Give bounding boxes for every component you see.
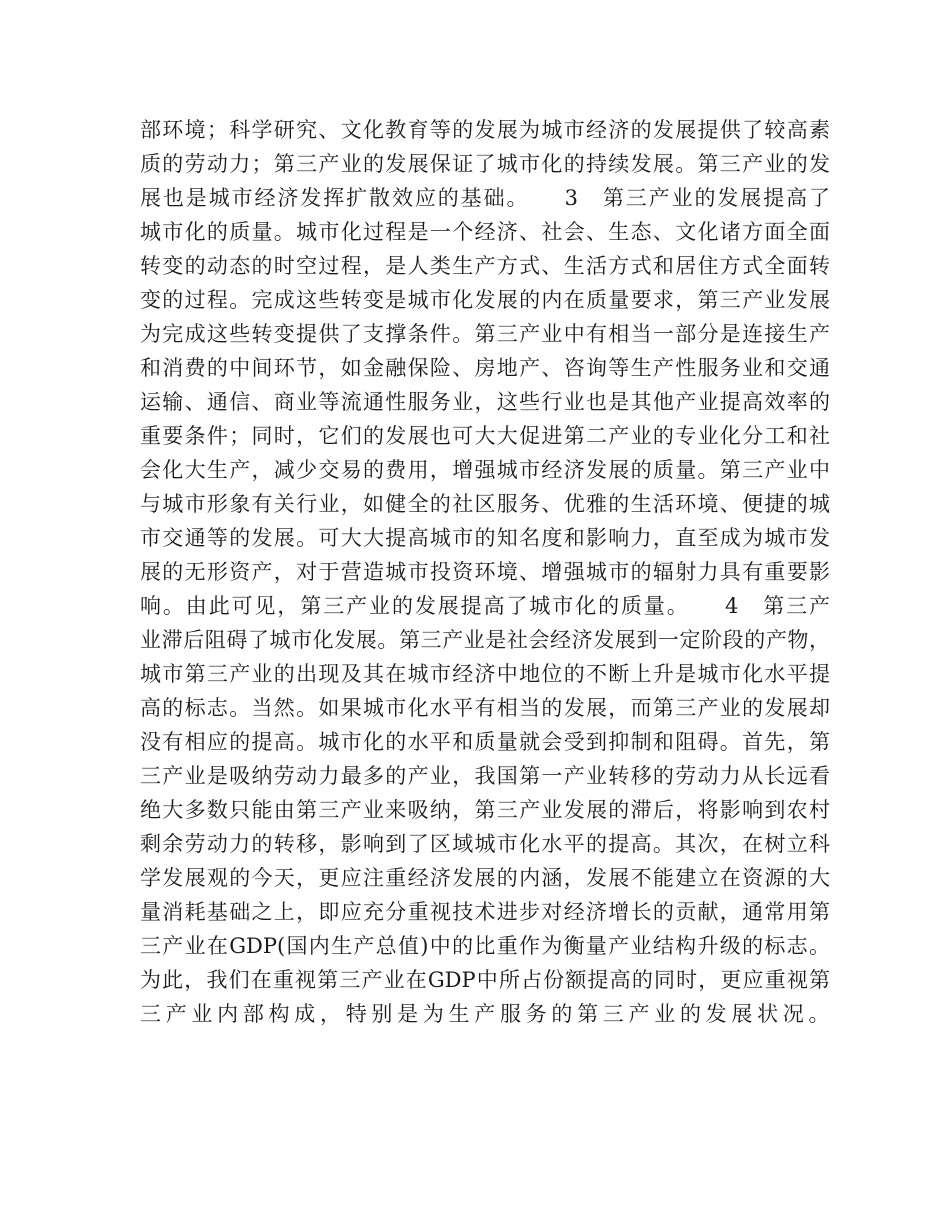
text-line: 剩余劳动力的转移，影响到了区域城市化水平的提高。其次，在树立科 [140,832,830,856]
text-line: 和消费的中间环节，如金融保险、房地产、咨询等生产性服务业和交通 [140,356,830,380]
text-line: 为此，我们在重视第三产业在GDP中所占份额提高的同时，更应重视第 [140,968,830,992]
text-line: 会化大生产，减少交易的费用，增强城市经济发展的质量。第三产业中 [140,458,830,482]
text-line: 三产业内部构成，特别是为生产服务的第三产业的发展状况。 [140,1002,830,1026]
text-line: 转变的动态的时空过程，是人类生产方式、生活方式和居住方式全面转 [140,254,830,278]
text-line: 质的劳动力；第三产业的发展保证了城市化的持续发展。第三产业的发 [140,152,830,176]
text-line: 为完成这些转变提供了支撑条件。第三产业中有相当一部分是连接生产 [140,322,830,346]
text-line: 城市第三产业的出现及其在城市经济中地位的不断上升是城市化水平提 [140,662,830,686]
text-line: 展的无形资产，对于营造城市投资环境、增强城市的辐射力具有重要影 [140,560,830,584]
text-line: 没有相应的提高。城市化的水平和质量就会受到抑制和阻碍。首先，第 [140,730,830,754]
text-line: 展也是城市经济发挥扩散效应的基础。 3 第三产业的发展提高了 [140,186,830,210]
text-line: 部环境；科学研究、文化教育等的发展为城市经济的发展提供了较高素 [140,118,830,142]
text-line: 三产业是吸纳劳动力最多的产业，我国第一产业转移的劳动力从长远看 [140,764,830,788]
text-line: 变的过程。完成这些转变是城市化发展的内在质量要求，第三产业发展 [140,288,830,312]
text-line: 绝大多数只能由第三产业来吸纳，第三产业发展的滞后，将影响到农村 [140,798,830,822]
text-line: 响。由此可见，第三产业的发展提高了城市化的质量。 4 第三产 [140,594,830,618]
text-line: 三产业在GDP(国内生产总值)中的比重作为衡量产业结构升级的标志。 [140,934,830,958]
text-line: 量消耗基础之上，即应充分重视技术进步对经济增长的贡献，通常用第 [140,900,830,924]
text-line: 市交通等的发展。可大大提高城市的知名度和影响力，直至成为城市发 [140,526,830,550]
document-body [140,113,830,1031]
text-line: 高的标志。当然。如果城市化水平有相当的发展，而第三产业的发展却 [140,696,830,720]
text-line: 运输、通信、商业等流通性服务业，这些行业也是其他产业提高效率的 [140,390,830,414]
text-line: 重要条件；同时，它们的发展也可大大促进第二产业的专业化分工和社 [140,424,830,448]
text-line: 城市化的质量。城市化过程是一个经济、社会、生态、文化诸方面全面 [140,220,830,244]
text-line: 学发展观的今天，更应注重经济发展的内涵，发展不能建立在资源的大 [140,866,830,890]
text-line: 与城市形象有关行业，如健全的社区服务、优雅的生活环境、便捷的城 [140,492,830,516]
text-line: 业滞后阻碍了城市化发展。第三产业是社会经济发展到一定阶段的产物， [140,628,830,652]
